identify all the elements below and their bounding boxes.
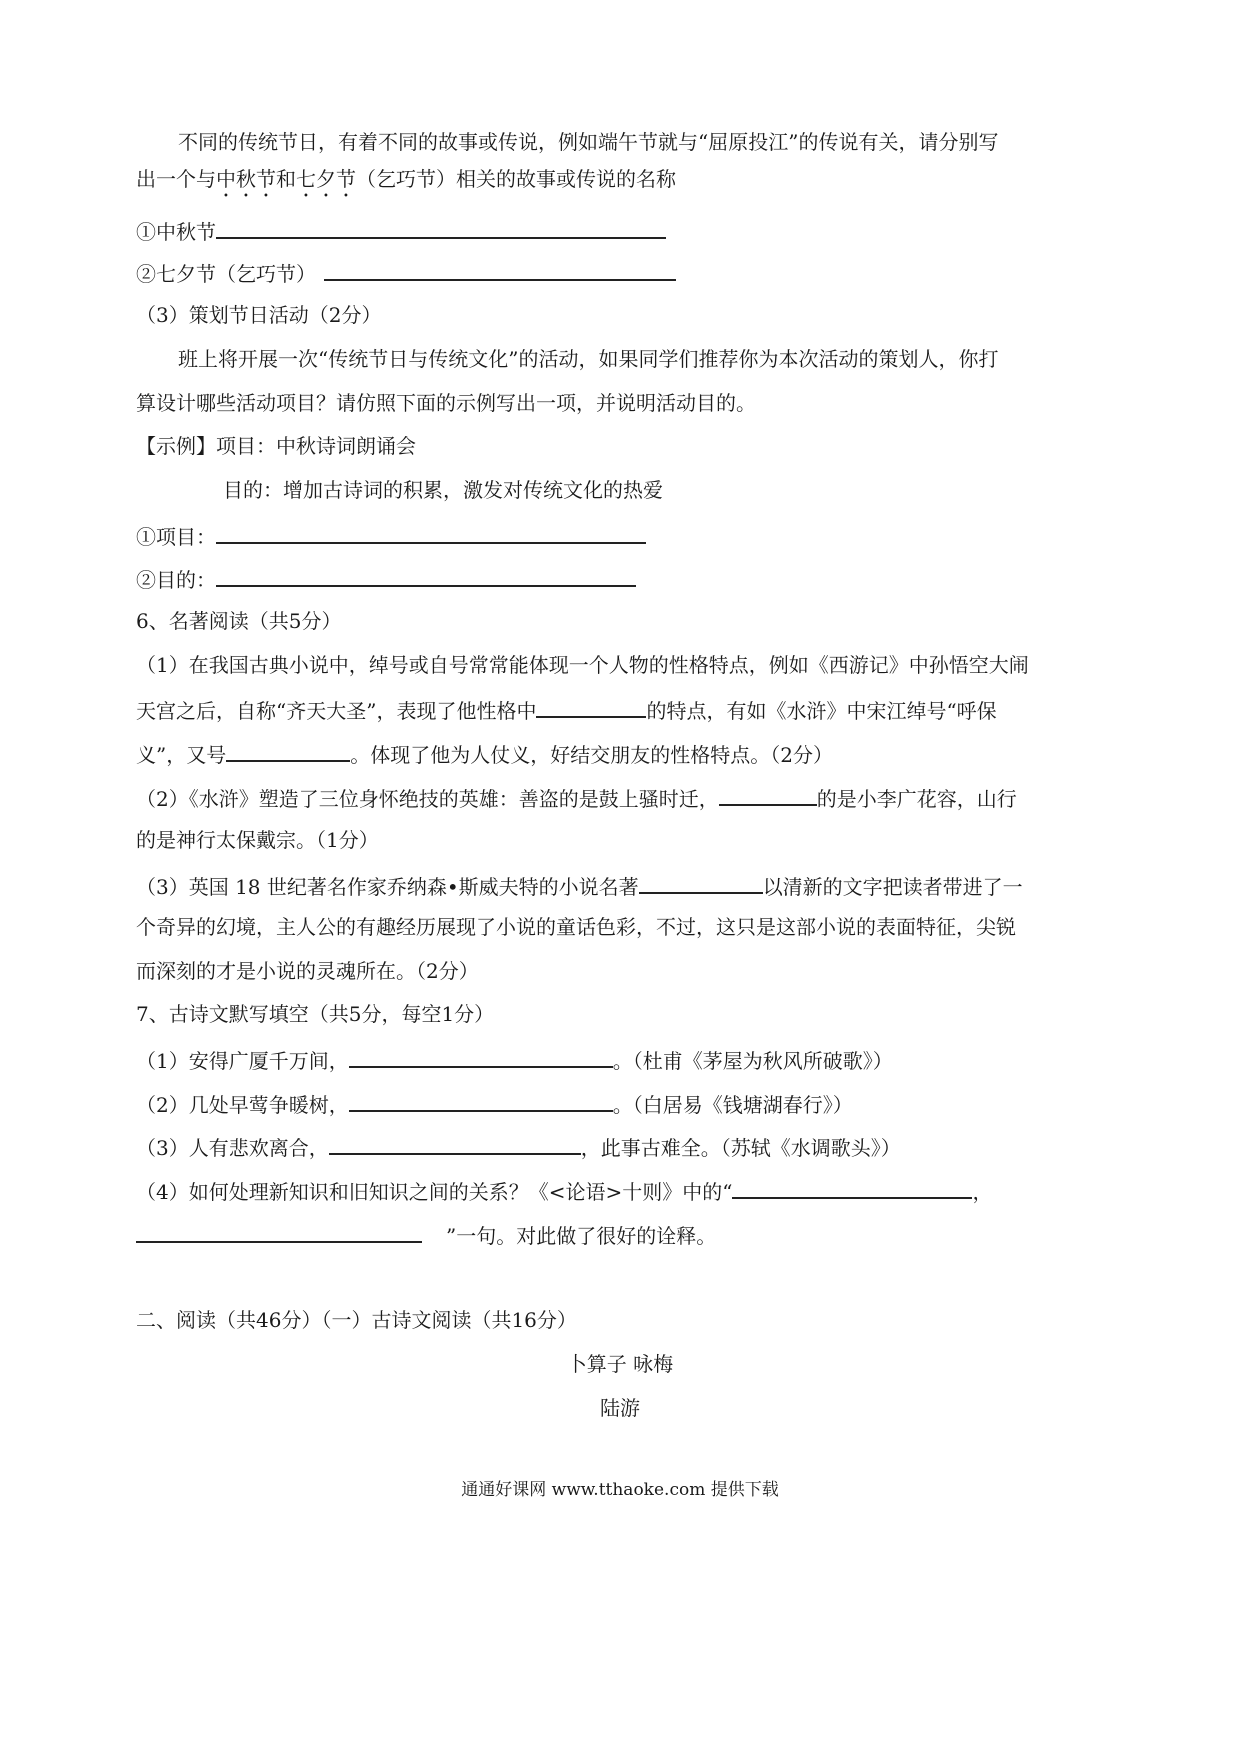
q7-blank-3[interactable] <box>329 1131 581 1155</box>
q7-blank-1[interactable] <box>349 1044 613 1068</box>
q6-hero-blank[interactable] <box>719 782 817 806</box>
q7-line-3: （3）人有悲欢离合， ，此事古难全。（苏轼《水调歌头》） <box>136 1131 901 1162</box>
q7-line-2: （2）几处早莺争暖树， 。（白居易《钱塘湖春行》） <box>136 1088 853 1119</box>
q7-blank-2[interactable] <box>349 1088 613 1112</box>
plan-body-line-2: 算设计哪些活动项目？请仿照下面的示例写出一项，并说明活动目的。 <box>136 391 756 415</box>
plan-goal-answer: ②目的： <box>136 563 636 594</box>
emphasis-mid-autumn: 中秋节 <box>216 167 276 191</box>
q7-line-1: （1）安得广厦千万间， 。（杜甫《茅屋为秋风所破歌》） <box>136 1044 893 1075</box>
festival-intro-line-2: 出一个与中秋节和七夕节（乞巧节）相关的故事或传说的名称 <box>136 167 676 191</box>
poem-author: 陆游 <box>600 1396 640 1420</box>
mid-autumn-answer-line: ①中秋节 <box>136 215 666 246</box>
plan-example-goal: 目的：增加古诗词的积累，激发对传统文化的热爱 <box>223 478 663 502</box>
page-footer: 通通好课网 www.tthaoke.com 提供下载 <box>461 1480 779 1500</box>
plan-item-blank[interactable] <box>216 520 646 544</box>
q6-p1-line-3: 义”，又号 。体现了他为人仗义，好结交朋友的性格特点。（2分） <box>136 738 833 769</box>
q7-heading: 7、古诗文默写填空（共5分，每空1分） <box>136 1002 495 1026</box>
plan-heading: （3）策划节日活动（2分） <box>136 303 382 327</box>
plan-body-line-1: 班上将开展一次“传统节日与传统文化”的活动，如果同学们推荐你为本次活动的策划人，你打 <box>178 347 999 371</box>
reading-heading: 二、阅读（共46分）（一）古诗文阅读（共16分） <box>136 1308 577 1332</box>
emphasis-qixi: 七夕节 <box>296 167 356 191</box>
q7-blank-5[interactable] <box>136 1219 422 1243</box>
q6-trait-blank[interactable] <box>536 694 646 718</box>
q7-line-4: （4）如何处理新知识和旧知识之间的关系？《<论语>十则》中的“ ， <box>136 1175 992 1206</box>
plan-goal-blank[interactable] <box>216 563 636 587</box>
q6-p1-line-1: （1）在我国古典小说中，绰号或自号常常能体现一个人物的性格特点，例如《西游记》中孙悟空大闹 <box>136 653 1029 677</box>
q6-p3-line-3: 而深刻的才是小说的灵魂所在。（2分） <box>136 959 479 983</box>
poem-title: 卜算子 咏梅 <box>566 1352 674 1376</box>
q6-heading: 6、名著阅读（共5分） <box>136 609 342 633</box>
plan-item-answer: ①项目： <box>136 520 646 551</box>
q6-p2-line-2: 的是神行太保戴宗。（1分） <box>136 828 379 852</box>
qixi-blank[interactable] <box>324 257 676 281</box>
q6-p3-line-1: （3）英国 18 世纪著名作家乔纳森•斯威夫特的小说名著 以清新的文字把读者带进了一 <box>136 870 1023 901</box>
q6-p1-line-2: 天宫之后，自称“齐天大圣”，表现了他性格中 的特点，有如《水浒》中宋江绰号“呼保 <box>136 694 997 725</box>
q6-novel-blank[interactable] <box>639 870 763 894</box>
qixi-answer-line: ②七夕节（乞巧节） <box>136 257 676 288</box>
plan-example-item: 【示例】项目：中秋诗词朗诵会 <box>136 434 416 458</box>
q7-blank-4[interactable] <box>732 1175 972 1199</box>
mid-autumn-blank[interactable] <box>216 215 666 239</box>
festival-intro-line-1: 不同的传统节日，有着不同的故事或传说，例如端午节就与“屈原投江”的传说有关，请分别写 <box>178 130 999 154</box>
q6-p2-line-1: （2）《水浒》塑造了三位身怀绝技的英雄：善盗的是鼓上骚时迁， 的是小李广花容，山行 <box>136 782 1017 813</box>
q7-line-5: ”一句。对此做了很好的诠释。 <box>136 1219 716 1250</box>
q6-p3-line-2: 个奇异的幻境，主人公的有趣经历展现了小说的童话色彩，不过，这只是这部小说的表面特征，尖锐 <box>136 915 1016 939</box>
q6-nickname-blank[interactable] <box>226 738 350 762</box>
